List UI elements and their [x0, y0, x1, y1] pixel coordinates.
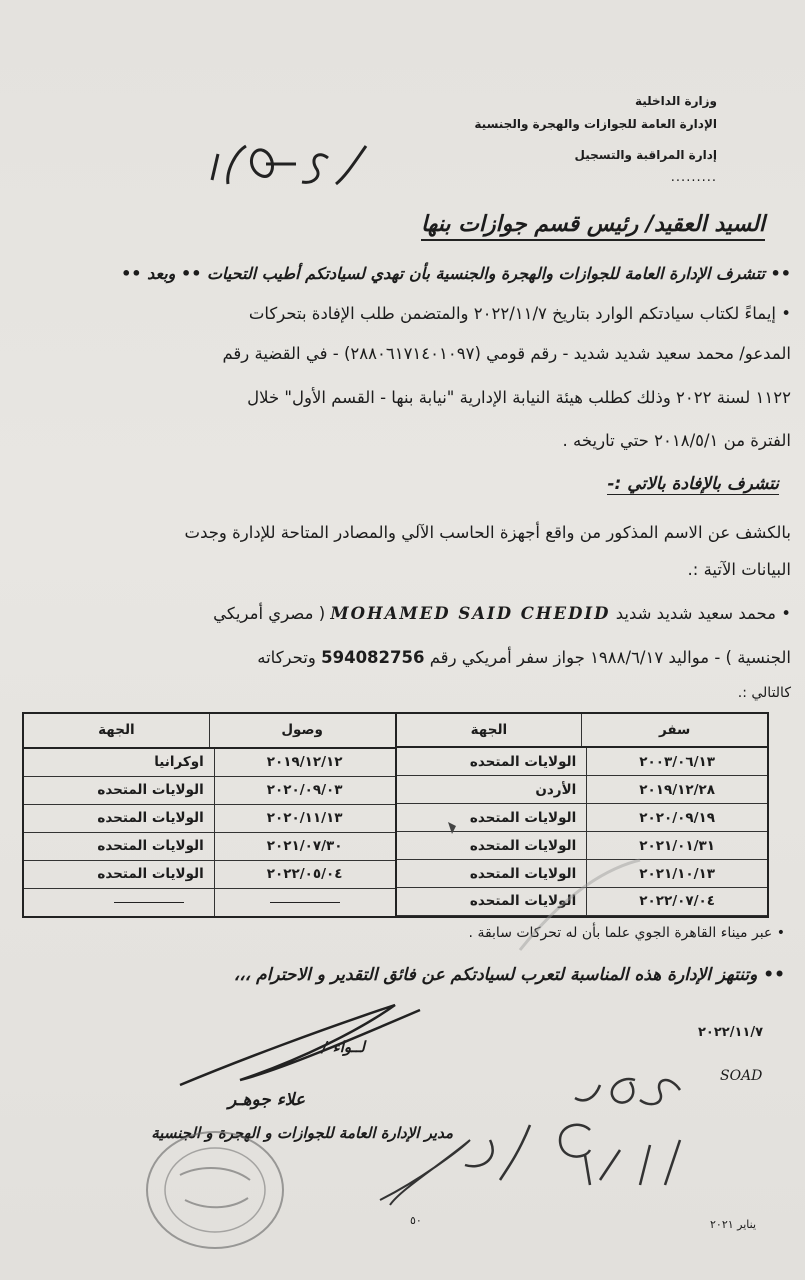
closing-line: •• وتنتهز الإدارة هذه المناسبة لتعرب لسيادتكم عن فائق التقدير و الاحترام ،،، [233, 965, 785, 985]
person-name-latin: MOHAMED SAID CHEDID [330, 604, 611, 623]
directorate-name: الإدارة العامة للجوازات والهجرة والجنسية [474, 117, 717, 131]
birth-passport-text: الجنسية ) - مواليد ١٩٨٨/٦/١٧ جواز سفر أمريكي رقم [429, 648, 791, 667]
letter-date: ٢٠٢٢/١١/٧ [698, 1025, 764, 1040]
departure-destination-cell: الولايات المتحده [469, 753, 577, 770]
signatory-position: مدير الإدارة العامة للجوازات و الهجرة و الجنسية [151, 1124, 453, 1142]
departure-destination-cell: الأردن [535, 781, 577, 798]
departure-destination-cell: الولايات المتحده [469, 893, 577, 910]
arrival-destination-cell: الولايات المتحده [97, 838, 204, 855]
arrival-destination-column-header: الجهة [98, 722, 135, 739]
departure-destination-cell: الولايات المتحده [469, 837, 577, 854]
official-stamp-seal [147, 1132, 283, 1248]
handwritten-margin-note [465, 1079, 680, 1185]
departure-date-cell: ٢٠٠٣/٠٦/١٣ [586, 748, 767, 775]
departure-date-cell: ٢٠٢١/٠١/٣١ [586, 832, 767, 859]
arrival-column-header: وصول [209, 714, 395, 747]
departure-destination-column-header: الجهة [470, 722, 508, 739]
departures-header-row [397, 714, 768, 748]
department-name: إدارة المراقبة والتسجيل [574, 148, 717, 162]
blank-line [114, 902, 184, 903]
margin-signature-scribble [380, 1140, 470, 1205]
blank-line [270, 902, 340, 903]
departure-row [397, 888, 768, 916]
arrival-date-cell: ٢٠٢١/٠٧/٣٠ [214, 833, 395, 860]
departure-date-cell: ٢٠٢٠/٠٩/١٩ [586, 804, 767, 831]
arrivals-header-row [24, 714, 395, 749]
movements-word: وتحركاته [257, 648, 316, 667]
signatory-rank: لــواء / [321, 1038, 365, 1056]
arrival-row [24, 777, 395, 805]
departure-row [397, 832, 768, 860]
arrival-row [24, 833, 395, 861]
departure-destination-cell: الولايات المتحده [469, 865, 577, 882]
ministry-name: وزارة الداخلية [634, 94, 717, 108]
arrival-date-cell: ٢٠٢٢/٠٥/٠٤ [214, 861, 395, 888]
footer-date: يناير ٢٠٢١ [710, 1218, 757, 1231]
arrival-row [24, 805, 395, 833]
departures-half [395, 714, 768, 916]
departure-column-header: سفر [581, 714, 767, 746]
nationality-text: ( مصري أمريكي [213, 604, 326, 623]
salutation-heading: السيد العقيد/ رئيس قسم جوازات بنها [421, 212, 765, 241]
departure-row [397, 804, 768, 832]
person-name-arabic: • محمد سعيد شديد شديد [615, 604, 791, 623]
arrival-destination-cell: الولايات المتحده [97, 866, 204, 883]
arrival-destination-cell [24, 889, 214, 916]
arrival-destination-cell: الولايات المتحده [97, 810, 204, 827]
departure-row [397, 776, 768, 804]
findings-line-1: بالكشف عن الاسم المذكور من واقع أجهزة الحاسب الآلي والمصادر المتاحة للإدارة وجدت [184, 523, 791, 542]
departure-note: • عبر ميناء القاهرة الجوي علما بأن له تحركات سابقة . [468, 925, 785, 941]
arrival-row [24, 861, 395, 889]
arrival-destination-cell: الولايات المتحده [97, 782, 204, 799]
handwritten-reference-number [206, 140, 376, 190]
body-line-4: الفترة من ٢٠١٨/٥/١ حتي تاريخه . [562, 431, 791, 450]
arrival-date-cell: ٢٠٢٠/٠٩/٠٣ [214, 777, 395, 804]
travel-movements-table [22, 712, 769, 918]
birth-passport-line [14, 640, 791, 675]
findings-line-2: البيانات الآتية :. [687, 560, 791, 579]
body-line-2: المدعو/ محمد سعيد شديد شديد - رقم قومي (٢٨٨٠٦١٧١٤٠١٠٩٧) - في القضية رقم [222, 344, 791, 363]
arrival-date-cell [214, 889, 395, 916]
arrivals-half [24, 714, 395, 916]
departure-destination-cell: الولايات المتحده [469, 809, 577, 826]
departure-date-cell: ٢٠٢٢/٠٧/٠٤ [586, 888, 767, 915]
page-number: ٥٠ [410, 1214, 422, 1227]
as-follows-line: كالتالي :. [737, 685, 791, 701]
departure-date-cell: ٢٠٢١/١٠/١٣ [586, 860, 767, 887]
signature-scribble [180, 1005, 420, 1085]
arrival-date-cell: ٢٠٢٠/١١/١٣ [214, 805, 395, 832]
arrival-row [24, 749, 395, 777]
passport-number: 594082756 [321, 648, 425, 667]
arrival-row [24, 889, 395, 916]
body-line-1: • إيماءً لكتاب سيادتكم الوارد بتاريخ ٢٠٢٢/١١/٧ والمتضمن طلب الإفادة بتحركات [248, 304, 791, 323]
findings-subtitle: نتشرف بالإفادة بالاتي :- [607, 474, 779, 494]
arrival-destination-cell: اوكرانيا [154, 754, 204, 771]
greeting-line: •• تتشرف الإدارة العامة للجوازات والهجرة والجنسية بأن تهدي لسيادتكم أطيب التحيات •• وبعد •• [121, 264, 791, 283]
body-line-3: ١١٢٢ لسنة ٢٠٢٢ وذلك كطلب هيئة النيابة الإدارية "نيابة بنها - القسم الأول" خلال [247, 388, 791, 407]
signatory-name: علاء جوهـر [228, 1090, 305, 1110]
departure-row [397, 748, 768, 776]
header-dots: ......... [670, 170, 717, 185]
departure-date-cell: ٢٠١٩/١٢/٢٨ [586, 776, 767, 803]
typist-initials: SOAD [720, 1068, 763, 1084]
arrival-date-cell: ٢٠١٩/١٢/١٢ [214, 749, 395, 776]
departure-row [397, 860, 768, 888]
person-line [14, 596, 791, 631]
